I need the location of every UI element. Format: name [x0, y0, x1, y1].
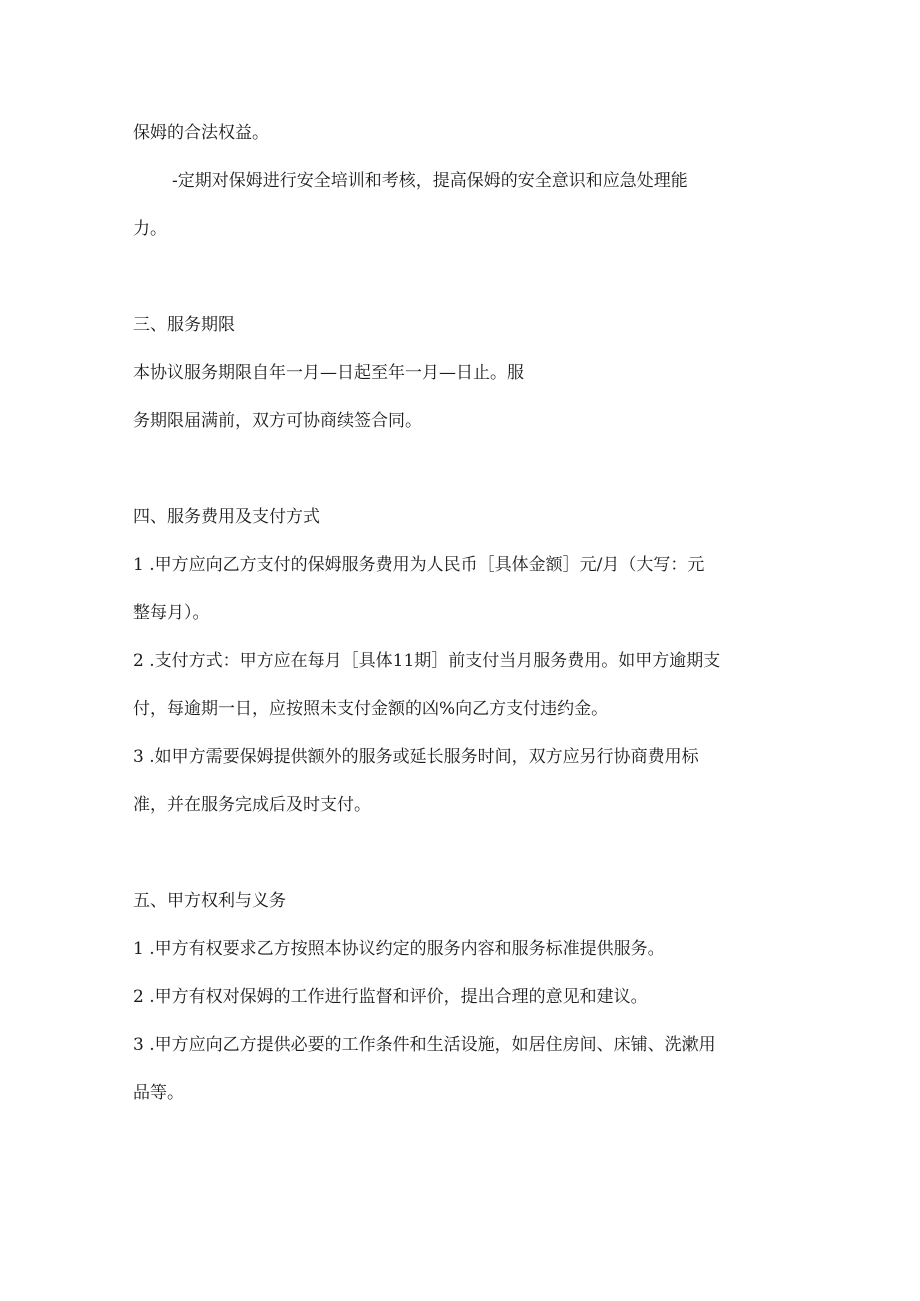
text-line: 准，并在服务完成后及时支付。 [133, 795, 371, 815]
text-line: 保姆的合法权益。 [133, 123, 269, 143]
section-heading: 四、服务费用及支付方式 [133, 507, 320, 527]
text-line: -定期对保姆进行安全培训和考核，提高保姆的安全意识和应急处理能 [172, 171, 688, 191]
section-heading: 五、甲方权利与义务 [133, 891, 286, 911]
text-line: 品等。 [133, 1083, 184, 1103]
text-line: 务期限届满前，双方可协商续签合同。 [133, 411, 422, 431]
text-line: 力。 [133, 219, 167, 239]
text-line: 2 .甲方有权对保姆的工作进行监督和评价，提出合理的意见和建议。 [133, 987, 648, 1007]
section-heading: 三、服务期限 [133, 315, 235, 335]
text-line: 2 .支付方式：甲方应在每月［具体11期］前支付当月服务费用。如甲方逾期支 [133, 651, 721, 671]
text-line: 本协议服务期限自年一月—日起至年一月—日止。服 [133, 363, 524, 383]
text-line: 整每月）。 [133, 603, 210, 623]
text-line: 付，每逾期一日，应按照未支付金额的凶%向乙方支付违约金。 [133, 699, 609, 719]
text-line: 3 .甲方应向乙方提供必要的工作条件和生活设施，如居住房间、床铺、洗漱用 [133, 1035, 716, 1055]
text-line: 1 .甲方有权要求乙方按照本协议约定的服务内容和服务标准提供服务。 [133, 939, 665, 959]
text-line: 1 .甲方应向乙方支付的保姆服务费用为人民币［具体金额］元/月（大写：元 [133, 555, 705, 575]
text-line: 3 .如甲方需要保姆提供额外的服务或延长服务时间，双方应另行协商费用标 [133, 747, 699, 767]
